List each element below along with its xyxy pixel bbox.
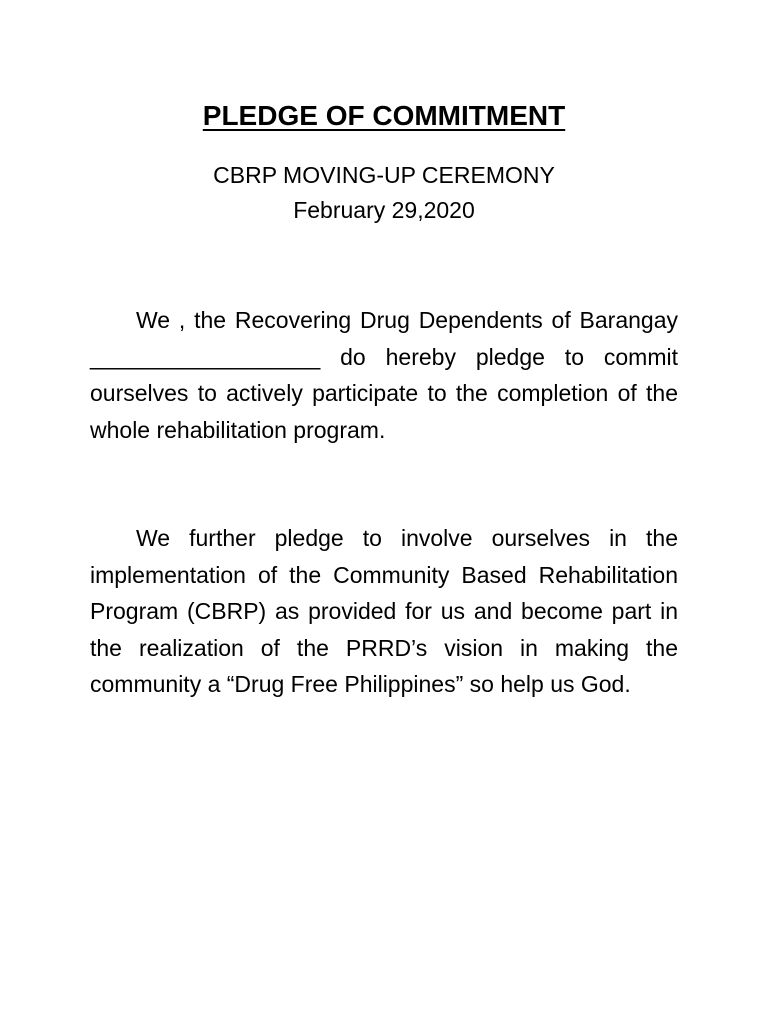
pledge-paragraph-2: We further pledge to involve ourselves in the implementation of the Community Based Rehabilitation Program (CBRP) as provided for us and become part in the realization of the PRRD’s vision in making the community a “Drug Free Philippines” so help us God. [90, 525, 678, 697]
event-subtitle: CBRP MOVING-UP CEREMONY [213, 162, 555, 188]
page-title: PLEDGE OF COMMITMENT [202, 100, 566, 131]
pledge-paragraph-1: We , the Recovering Drug Dependents of Barangay __________________ do hereby pledge to commit ourselves to actively participate to the completion of the whole rehabilitation program. [90, 307, 678, 443]
event-date: February 29,2020 [293, 197, 475, 223]
